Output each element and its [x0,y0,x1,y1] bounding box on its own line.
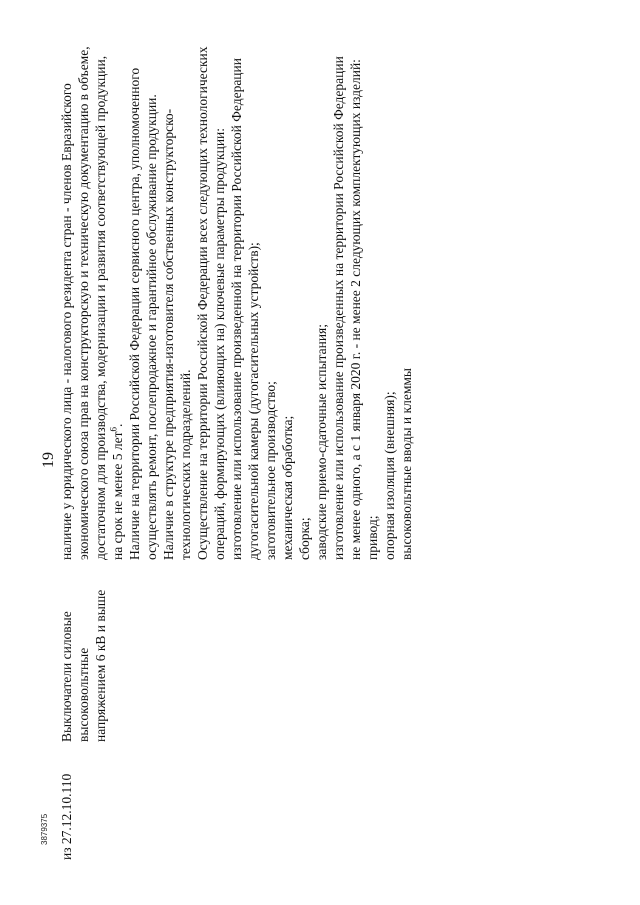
requirement-paragraph: Наличие на территории Российской Федерации сервисного центра, уполномоченного осуществлять ремонт, послепродажное и гарантийное обслуживание продукции. [127,67,159,560]
product-name-cell: Выключатели силовые высоковольтные напряжением 6 кВ и выше [59,589,108,742]
requirement-paragraph: механическая обработка; [280,415,295,560]
requirement-paragraph: заводские приемо-сдаточные испытания; [314,323,329,560]
requirement-paragraph: изготовление или использование произведенной на территории Российской Федерации дугогасительной камеры (дугогасительных устройств); [229,58,261,560]
page-number: 19 [40,452,57,468]
requirement-paragraph: изготовление или использование произведенных на территории Российской Федерации не менее одного, а с 1 января 2020 г. - не менее 2 следующих комплектующих изделий: [331,56,363,560]
requirement-paragraph: заготовительное производство; [263,381,278,560]
requirement-paragraph: Осуществление на территории Российской Федерации всех следующих технологических операций, формирующих (влияющих на) ключевые параметры продукции: [195,46,227,560]
document-id: 3879375 [40,813,49,845]
requirement-paragraph: наличие у юридического лица - налогового резидента стран - членов Евразийского экономического союза прав на конструкторскую и техническую документацию в объеме, достаточном для производства, модернизации и развития соответствующей продукции, на срок не менее 5 лет$^6$. [59,46,125,560]
requirement-paragraph: опорная изоляция (внешняя); [382,391,397,560]
rotated-page [40,30,600,860]
okpd-code-cell: из 27.12.10.110 [59,773,74,860]
requirement-paragraph: привод; [365,515,380,560]
requirement-paragraph: высоковольтные вводы и клеммы [399,368,414,560]
footnote-mark: 6 [108,427,119,432]
requirements-cell [58,40,415,560]
requirement-paragraph: сборка; [297,517,312,560]
requirement-paragraph: Наличие в структуре предприятия-изготовителя собственных конструкторско-технологических подразделений. [161,108,193,560]
